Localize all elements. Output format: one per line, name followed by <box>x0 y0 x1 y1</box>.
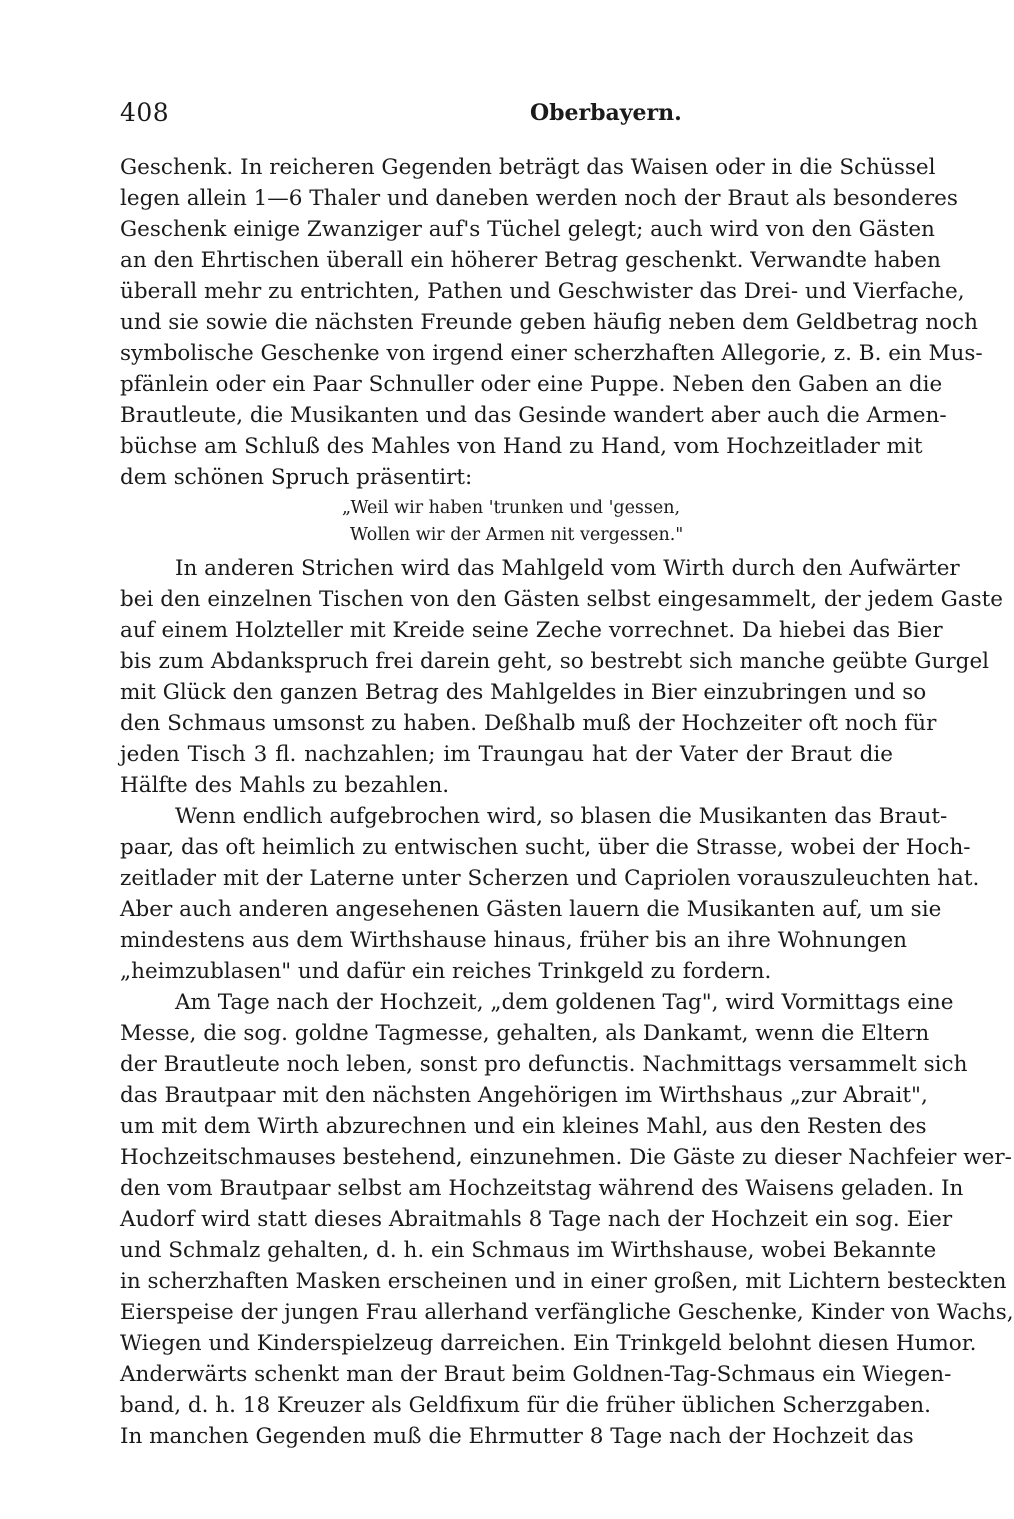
text-line: bis zum Abdankspruch frei darein geht, so bestrebt sich manche geübte Gurgel <box>120 649 990 674</box>
text-line: Eierspeise der jungen Frau allerhand verfängliche Geschenke, Kinder von Wachs, <box>120 1300 1014 1325</box>
running-head: Oberbayern. <box>530 100 682 126</box>
text-line: paar, das oft heimlich zu entwischen sucht, über die Strasse, wobei der Hoch- <box>120 835 971 860</box>
text-line: Brautleute, die Musikanten und das Gesinde wandert aber auch die Armen- <box>120 403 947 428</box>
text-line: an den Ehrtischen überall ein höherer Betrag geschenkt. Verwandte haben <box>120 248 941 273</box>
text-line: mit Glück den ganzen Betrag des Mahlgeldes in Bier einzubringen und so <box>120 680 927 705</box>
verse-line: Wollen wir der Armen nit vergessen." <box>350 525 684 545</box>
text-line: legen allein 1—6 Thaler und daneben werden noch der Braut als besonderes <box>120 186 958 211</box>
text-line: und sie sowie die nächsten Freunde geben häufig neben dem Geldbetrag noch <box>120 310 978 335</box>
text-line: und Schmalz gehalten, d. h. ein Schmaus im Wirthshause, wobei Bekannte <box>120 1238 937 1263</box>
text-line: Wenn endlich aufgebrochen wird, so blasen die Musikanten das Braut- <box>175 804 948 829</box>
body-text <box>120 152 1014 1452</box>
text-line: zeitlader mit der Laterne unter Scherzen und Capriolen vorauszuleuchten hat. <box>120 866 980 891</box>
text-line: dem schönen Spruch präsentirt: <box>120 465 473 490</box>
text-line: „heimzublasen" und dafür ein reiches Trinkgeld zu fordern. <box>120 959 772 984</box>
text-line: auf einem Holzteller mit Kreide seine Zeche vorrechnet. Da hiebei das Bier <box>120 618 943 643</box>
paragraph <box>120 801 980 987</box>
text-line: der Brautleute noch leben, sonst pro defunctis. Nachmittags versammelt sich <box>120 1052 968 1077</box>
text-line: Hälfte des Mahls zu bezahlen. <box>120 773 450 798</box>
text-line: In manchen Gegenden muß die Ehrmutter 8 Tage nach der Hochzeit das <box>120 1424 914 1449</box>
text-line: In anderen Strichen wird das Mahlgeld vom Wirth durch den Aufwärter <box>175 556 960 581</box>
text-line: Hochzeitschmauses bestehend, einzunehmen. Die Gäste zu dieser Nachfeier wer- <box>120 1145 1012 1170</box>
text-line: symbolische Geschenke von irgend einer scherzhaften Allegorie, z. B. ein Mus- <box>120 341 983 366</box>
text-line: band, d. h. 18 Kreuzer als Geldfixum für die früher üblichen Scherzgaben. <box>120 1393 931 1418</box>
text-line: überall mehr zu entrichten, Pathen und Geschwister das Drei- und Vierfache, <box>120 279 965 304</box>
text-line: Anderwärts schenkt man der Braut beim Goldnen-Tag-Schmaus ein Wiegen- <box>120 1362 952 1387</box>
text-line: bei den einzelnen Tischen von den Gästen selbst eingesammelt, der jedem Gaste <box>120 587 1004 612</box>
text-line: in scherzhaften Masken erscheinen und in einer großen, mit Lichtern besteckten <box>120 1269 1007 1294</box>
verse-quote <box>120 493 893 553</box>
paragraph <box>120 553 1004 801</box>
verse-line: „Weil wir haben 'trunken und 'gessen, <box>342 498 681 518</box>
text-line: pfänlein oder ein Paar Schnuller oder eine Puppe. Neben den Gaben an die <box>120 372 943 397</box>
text-line: den vom Brautpaar selbst am Hochzeitstag während des Waisens geladen. In <box>120 1176 964 1201</box>
text-line: Aber auch anderen angesehenen Gästen lauern die Musikanten auf, um sie <box>120 897 942 922</box>
text-line: das Brautpaar mit den nächsten Angehörigen im Wirthshaus „zur Abrait", <box>120 1083 928 1108</box>
paragraph <box>120 152 983 493</box>
text-line: Geschenk. In reicheren Gegenden beträgt das Waisen oder in die Schüssel <box>120 155 936 180</box>
text-line: den Schmaus umsonst zu haben. Deßhalb muß der Hochzeiter oft noch für <box>120 711 937 736</box>
page-header <box>120 98 895 138</box>
text-line: Geschenk einige Zwanziger auf's Tüchel gelegt; auch wird von den Gästen <box>120 217 935 242</box>
text-line: Wiegen und Kinderspielzeug darreichen. Ein Trinkgeld belohnt diesen Humor. <box>120 1331 977 1356</box>
text-line: Am Tage nach der Hochzeit, „dem goldenen Tag", wird Vormittags eine <box>175 990 954 1015</box>
text-line: Audorf wird statt dieses Abraitmahls 8 Tage nach der Hochzeit ein sog. Eier <box>120 1207 953 1232</box>
page-number: 408 <box>120 98 170 127</box>
paragraph <box>120 987 1014 1452</box>
text-line: mindestens aus dem Wirthshause hinaus, früher bis an ihre Wohnungen <box>120 928 908 953</box>
text-line: büchse am Schluß des Mahles von Hand zu Hand, vom Hochzeitlader mit <box>120 434 923 459</box>
text-line: jeden Tisch 3 fl. nachzahlen; im Traungau hat der Vater der Braut die <box>120 742 893 767</box>
text-line: um mit dem Wirth abzurechnen und ein kleines Mahl, aus den Resten des <box>120 1114 927 1139</box>
text-line: Messe, die sog. goldne Tagmesse, gehalten, als Dankamt, wenn die Eltern <box>120 1021 930 1046</box>
